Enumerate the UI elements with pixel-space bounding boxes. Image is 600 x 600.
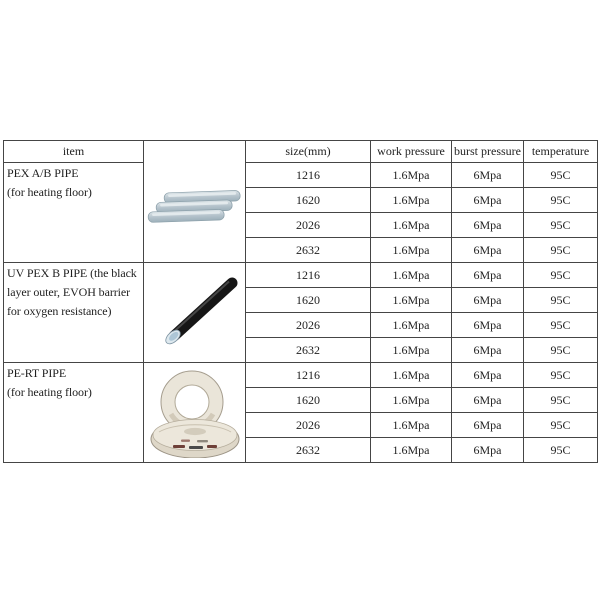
spec-cell-temp: 95C (524, 363, 598, 388)
spec-cell-work: 1.6Mpa (371, 288, 452, 313)
item-cell (4, 363, 144, 463)
spec-cell-burst: 6Mpa (452, 163, 524, 188)
image-cell-group-3 (144, 363, 246, 463)
spec-cell-burst: 6Mpa (452, 438, 524, 463)
spec-cell-temp: 95C (524, 263, 598, 288)
spec-cell-size: 2632 (246, 438, 371, 463)
table-row (4, 263, 598, 288)
spec-cell-work: 1.6Mpa (371, 363, 452, 388)
spec-cell-work: 1.6Mpa (371, 188, 452, 213)
spec-cell-burst: 6Mpa (452, 213, 524, 238)
spec-cell-temp: 95C (524, 188, 598, 213)
spec-cell-work: 1.6Mpa (371, 163, 452, 188)
image-cell-group-1 (144, 141, 246, 263)
header-temp: temperature (524, 141, 598, 163)
spec-cell-temp: 95C (524, 238, 598, 263)
item-name: PEX A/B PIPE (7, 166, 79, 180)
spec-cell-work: 1.6Mpa (371, 313, 452, 338)
uv-pex-pipe-photo (144, 274, 245, 352)
spec-cell-size: 1216 (246, 363, 371, 388)
pex-ab-pipes-photo (144, 190, 245, 232)
spec-cell-burst: 6Mpa (452, 338, 524, 363)
spec-cell-size: 2632 (246, 338, 371, 363)
header-size: size(mm) (246, 141, 371, 163)
spec-cell-work: 1.6Mpa (371, 213, 452, 238)
spec-cell-temp: 95C (524, 288, 598, 313)
pipe-spec-table (3, 140, 598, 463)
spec-cell-work: 1.6Mpa (371, 263, 452, 288)
spec-cell-temp: 95C (524, 338, 598, 363)
header-item: item (4, 141, 144, 163)
item-note: (for heating floor) (7, 185, 92, 199)
spec-cell-work: 1.6Mpa (371, 438, 452, 463)
spec-cell-work: 1.6Mpa (371, 388, 452, 413)
header-burst: burst pressure (452, 141, 524, 163)
item-cell (4, 263, 144, 363)
spec-cell-size: 2026 (246, 413, 371, 438)
spec-cell-burst: 6Mpa (452, 388, 524, 413)
spec-cell-work: 1.6Mpa (371, 338, 452, 363)
item-name: UV PEX B PIPE (the black layer outer, EVOH barrier for oxygen resistance) (7, 266, 137, 318)
spec-cell-temp: 95C (524, 163, 598, 188)
spec-cell-burst: 6Mpa (452, 363, 524, 388)
item-note: (for heating floor) (7, 385, 92, 399)
spec-cell-burst: 6Mpa (452, 313, 524, 338)
spec-cell-temp: 95C (524, 213, 598, 238)
spec-cell-work: 1.6Mpa (371, 238, 452, 263)
spec-cell-burst: 6Mpa (452, 188, 524, 213)
table-row (4, 363, 598, 388)
spec-cell-size: 2026 (246, 213, 371, 238)
table-body (4, 141, 598, 463)
spec-cell-work: 1.6Mpa (371, 413, 452, 438)
item-cell (4, 163, 144, 263)
spec-cell-burst: 6Mpa (452, 263, 524, 288)
spec-cell-size: 2026 (246, 313, 371, 338)
spec-cell-burst: 6Mpa (452, 413, 524, 438)
spec-cell-temp: 95C (524, 413, 598, 438)
image-cell-group-2 (144, 263, 246, 363)
table-row (4, 163, 598, 188)
spec-cell-temp: 95C (524, 438, 598, 463)
spec-cell-temp: 95C (524, 388, 598, 413)
spec-cell-size: 1216 (246, 163, 371, 188)
pert-coils-photo (144, 368, 245, 458)
spec-cell-size: 1216 (246, 263, 371, 288)
spec-cell-burst: 6Mpa (452, 238, 524, 263)
spec-cell-size: 1620 (246, 288, 371, 313)
header-work: work pressure (371, 141, 452, 163)
spec-cell-temp: 95C (524, 313, 598, 338)
spec-cell-size: 1620 (246, 388, 371, 413)
spec-cell-size: 1620 (246, 188, 371, 213)
spec-cell-burst: 6Mpa (452, 288, 524, 313)
spec-cell-size: 2632 (246, 238, 371, 263)
header-row (4, 141, 598, 163)
item-name: PE-RT PIPE (7, 366, 67, 380)
